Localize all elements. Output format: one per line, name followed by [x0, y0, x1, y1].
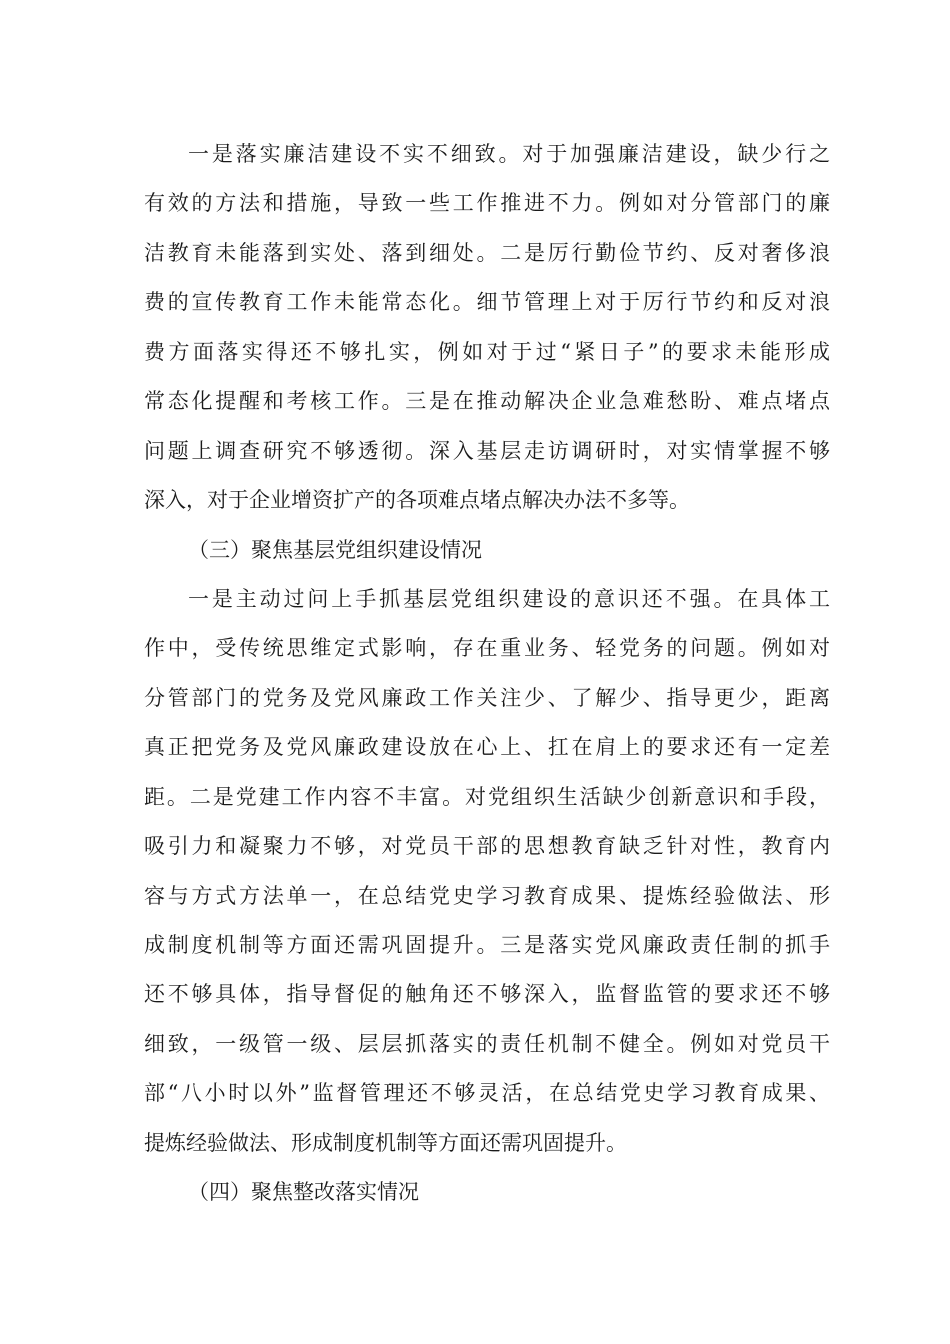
text-line: 细致，一级管一级、层层抓落实的责任机制不健全。例如对党员干: [144, 1031, 830, 1056]
text-line: （四）聚焦整改落实情况: [188, 1180, 419, 1205]
text-line: 常态化提醒和考核工作。三是在推动解决企业急难愁盼、难点堵点: [144, 389, 830, 414]
text-line: 一是落实廉洁建设不实不细致。对于加强廉洁建设，缺少行之: [188, 142, 830, 166]
text-line: （三）聚焦基层党组织建设情况: [188, 537, 482, 562]
text-line: 吸引力和凝聚力不够，对党员干部的思想教育缺乏针对性，教育内: [144, 834, 830, 859]
text-line: 容与方式方法单一，在总结党史学习教育成果、提炼经验做法、形: [144, 883, 830, 908]
text-line: 距。二是党建工作内容不丰富。对党组织生活缺少创新意识和手段，: [144, 784, 830, 809]
text-line: 还不够具体，指导督促的触角还不够深入，监督监管的要求还不够: [144, 982, 830, 1007]
text-line: 深入，对于企业增资扩产的各项难点堵点解决办法不多等。: [144, 488, 690, 513]
text-line: 费的宣传教育工作未能常态化。细节管理上对于厉行节约和反对浪: [144, 290, 830, 315]
text-line: 一是主动过问上手抓基层党组织建设的意识还不强。在具体工: [188, 586, 830, 611]
text-line: 有效的方法和措施，导致一些工作推进不力。例如对分管部门的廉: [144, 191, 830, 216]
text-line: 洁教育未能落到实处、落到细处。二是厉行勤俭节约、反对奢侈浪: [144, 240, 830, 265]
text-line: 作中，受传统思维定式影响，存在重业务、轻党务的问题。例如对: [144, 636, 830, 661]
text-line: 提炼经验做法、形成制度机制等方面还需巩固提升。: [144, 1130, 627, 1155]
text-line: 真正把党务及党风廉政建设放在心上、扛在肩上的要求还有一定差: [144, 735, 830, 760]
text-line: 部“八小时以外”监督管理还不够灵活，在总结党史学习教育成果、: [144, 1081, 830, 1106]
text-line: 分管部门的党务及党风廉政工作关注少、了解少、指导更少，距离: [144, 685, 830, 710]
text-line: 问题上调查研究不够透彻。深入基层走访调研时，对实情掌握不够: [144, 438, 830, 463]
text-line: 费方面落实得还不够扎实，例如对于过“紧日子”的要求未能形成: [144, 339, 830, 364]
text-line: 成制度机制等方面还需巩固提升。三是落实党风廉政责任制的抓手: [144, 933, 830, 957]
document-body: [144, 130, 830, 1218]
